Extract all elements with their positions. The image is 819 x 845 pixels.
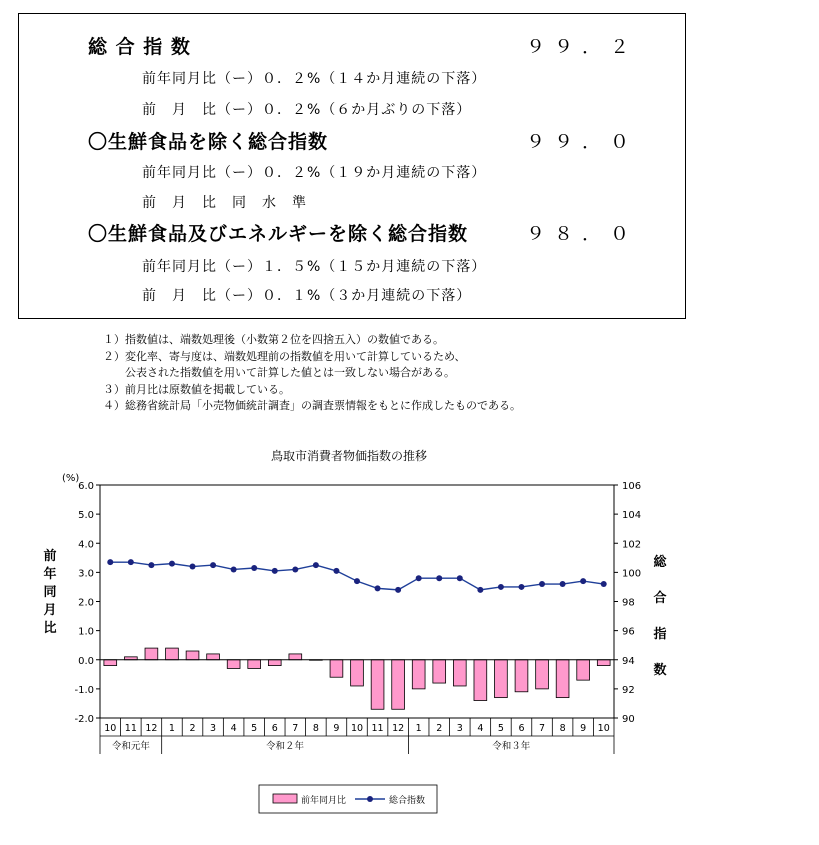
core-yoy-line: 前年同月比（ー）０．２%（１９か月連続の下落） <box>142 165 487 181</box>
category-label: 3 <box>210 723 217 734</box>
category-label: 8 <box>312 723 319 734</box>
bar-yoy <box>248 660 261 669</box>
category-label: 10 <box>104 723 117 734</box>
category-label: 1 <box>168 723 175 734</box>
bar-yoy <box>227 660 240 669</box>
bar-yoy <box>495 660 508 698</box>
category-label: 10 <box>597 723 610 734</box>
right-tick-label: 98 <box>622 597 635 609</box>
point-total-index <box>457 575 463 581</box>
bar-yoy <box>104 660 117 666</box>
bar-yoy <box>536 660 549 689</box>
category-label: 7 <box>539 723 546 734</box>
right-axis-label-char: 総 <box>653 555 667 570</box>
note-line: ４）総務省統計局「小売物価統計調査」の調査票情報をもとに作成したものである。 <box>103 399 521 412</box>
right-tick-label: 102 <box>622 539 642 551</box>
bar-yoy <box>577 660 590 680</box>
year-group-label: 令和２年 <box>266 741 305 752</box>
bar-yoy <box>186 651 199 660</box>
left-tick-label: 4.0 <box>78 539 94 551</box>
line-total-index <box>110 562 603 590</box>
point-total-index <box>580 578 586 584</box>
total-mom-line: 前 月 比（ー）０．２%（６か月ぶりの下落） <box>142 102 472 118</box>
year-group-label: 令和３年 <box>492 741 531 752</box>
point-total-index <box>498 584 504 590</box>
right-tick-label: 92 <box>622 684 635 696</box>
point-total-index <box>292 566 298 572</box>
bar-yoy <box>453 660 466 686</box>
point-total-index <box>210 562 216 568</box>
point-total-index <box>416 575 422 581</box>
bar-yoy <box>268 660 281 666</box>
category-label: 2 <box>436 723 443 734</box>
left-axis-unit: (%) <box>62 473 80 484</box>
point-total-index <box>560 581 566 587</box>
bar-yoy <box>474 660 487 701</box>
core-index-value: ９９．０ <box>526 131 639 153</box>
year-group-label: 令和元年 <box>111 741 150 752</box>
category-label: 6 <box>271 723 278 734</box>
category-label: 9 <box>580 723 587 734</box>
left-axis-label-char: 月 <box>43 603 57 618</box>
bar-yoy <box>330 660 343 677</box>
total-index-value: ９９．２ <box>526 36 639 58</box>
note-line: ２）変化率、寄与度は、端数処理前の指数値を用いて計算しているため、 <box>103 349 466 363</box>
bar-yoy <box>412 660 425 689</box>
category-label: 5 <box>251 723 258 734</box>
core-core-index-value: ９８．０ <box>526 223 639 245</box>
right-axis-label-char: 数 <box>653 663 667 678</box>
category-label: 12 <box>392 723 405 734</box>
right-tick-label: 96 <box>622 626 635 638</box>
point-total-index <box>518 584 524 590</box>
chart-title: 鳥取市消費者物価指数の推移 <box>270 449 428 463</box>
category-label: 9 <box>333 723 340 734</box>
legend-swatch-bar <box>273 794 297 803</box>
core-core-yoy-line: 前年同月比（ー）１．５%（１５か月連続の下落） <box>142 259 487 275</box>
total-index-label: 総 合 指 数 <box>88 36 191 58</box>
point-total-index <box>354 578 360 584</box>
bar-yoy <box>145 648 158 660</box>
point-total-index <box>539 581 545 587</box>
bar-yoy <box>515 660 528 692</box>
bar-yoy <box>207 654 220 660</box>
point-total-index <box>148 562 154 568</box>
category-label: 7 <box>292 723 299 734</box>
bar-yoy <box>597 660 610 666</box>
left-tick-label: 1.0 <box>78 626 94 638</box>
category-label: 4 <box>230 723 237 734</box>
point-total-index <box>477 587 483 593</box>
left-axis-label-char: 比 <box>43 621 57 636</box>
category-label: 11 <box>124 723 137 734</box>
bar-yoy <box>289 654 302 660</box>
point-total-index <box>375 585 381 591</box>
point-total-index <box>436 575 442 581</box>
right-tick-label: 94 <box>622 655 635 667</box>
category-label: 3 <box>456 723 463 734</box>
category-label: 10 <box>350 723 364 734</box>
bar-yoy <box>433 660 446 683</box>
category-label: 1 <box>415 723 422 734</box>
left-tick-label: -2.0 <box>74 714 94 725</box>
right-axis-label-char: 指 <box>653 627 667 642</box>
point-total-index <box>601 581 607 587</box>
category-label: 6 <box>518 723 525 734</box>
point-total-index <box>272 568 278 574</box>
core-core-mom-line: 前 月 比（ー）０．１%（３か月連続の下落） <box>142 288 472 304</box>
category-label: 5 <box>497 723 504 734</box>
left-axis-label-char: 同 <box>43 585 57 600</box>
category-label: 12 <box>145 723 158 734</box>
left-tick-label: 5.0 <box>78 510 94 522</box>
category-label: 8 <box>559 723 566 734</box>
point-total-index <box>251 565 257 571</box>
bar-yoy <box>351 660 364 686</box>
note-line: ３）前月比は原数値を掲載している。 <box>103 382 290 396</box>
bar-yoy <box>371 660 384 710</box>
point-total-index <box>128 559 134 565</box>
point-total-index <box>313 562 319 568</box>
left-axis-label-char: 年 <box>43 567 57 582</box>
right-tick-label: 90 <box>622 714 635 725</box>
note-line: 公表された指数値を用いて計算した値とは一致しない場合がある。 <box>103 366 455 379</box>
point-total-index <box>395 587 401 593</box>
legend-swatch-point <box>367 796 373 802</box>
bar-yoy <box>166 648 179 660</box>
right-axis-label-char: 合 <box>653 591 667 606</box>
left-tick-label: 6.0 <box>78 481 94 492</box>
left-tick-label: 3.0 <box>78 568 94 580</box>
bar-yoy <box>556 660 569 698</box>
left-tick-label: 0.0 <box>78 655 94 667</box>
right-tick-label: 100 <box>622 568 642 580</box>
left-tick-label: -1.0 <box>74 684 94 696</box>
category-label: 2 <box>189 723 196 734</box>
total-yoy-line: 前年同月比（ー）０．２%（１４か月連続の下落） <box>142 71 487 87</box>
point-total-index <box>333 568 339 574</box>
legend-label-line: 総合指数 <box>389 796 426 806</box>
point-total-index <box>107 559 113 565</box>
bar-yoy <box>392 660 405 710</box>
left-axis-label-char: 前 <box>43 549 57 564</box>
core-index-label: 〇生鮮食品を除く総合指数 <box>88 131 329 153</box>
right-tick-label: 104 <box>622 510 642 522</box>
legend-label-bar: 前年同月比 <box>301 796 347 806</box>
category-label: 4 <box>477 723 484 734</box>
category-label: 11 <box>371 723 384 734</box>
core-mom-line: 前 月 比 同 水 準 <box>142 195 307 211</box>
point-total-index <box>190 564 196 570</box>
core-core-index-label: 〇生鮮食品及びエネルギーを除く総合指数 <box>88 223 469 245</box>
note-line: １）指数値は、端数処理後（小数第２位を四捨五入）の数値である。 <box>103 333 444 346</box>
right-tick-label: 106 <box>622 481 642 492</box>
point-total-index <box>169 561 175 567</box>
left-tick-label: 2.0 <box>78 597 94 609</box>
point-total-index <box>231 566 237 572</box>
